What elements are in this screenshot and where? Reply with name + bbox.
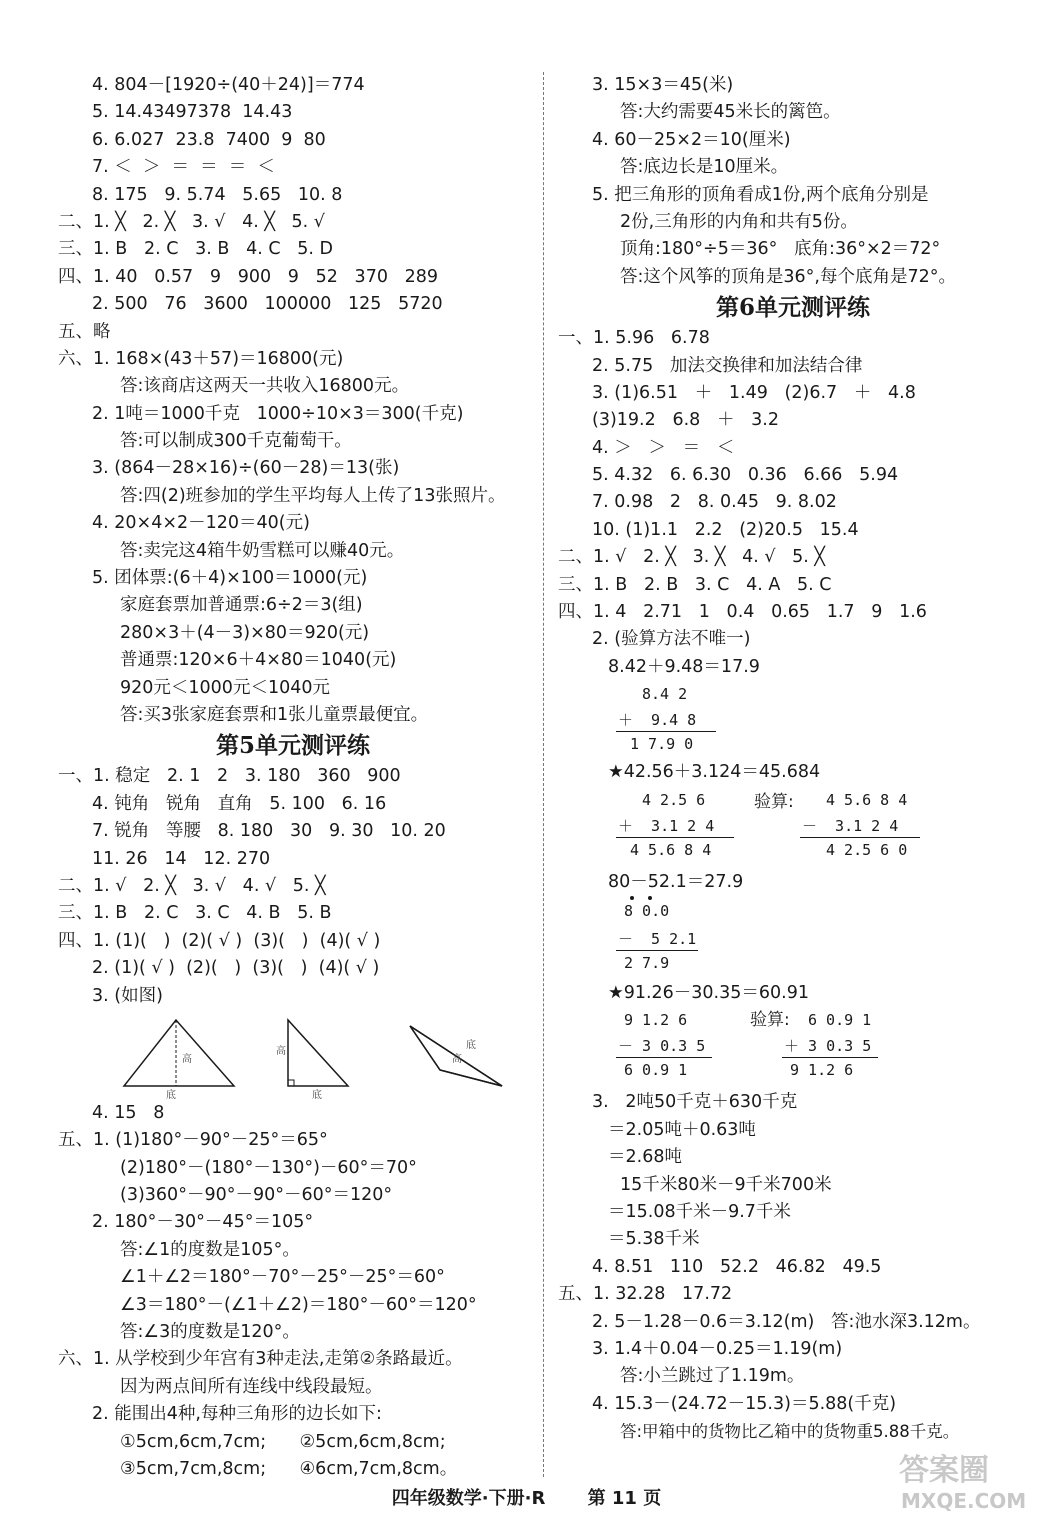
left-column <box>58 72 528 1483</box>
triangle-acute-slanted <box>410 1026 502 1086</box>
answer-line: 答:买3张家庭套票和1张儿童票最便宜。 <box>120 704 429 725</box>
answer-line: ∠3＝180°－(∠1＋∠2)＝180°－60°＝120° <box>120 1294 477 1315</box>
triangle-height-diagram <box>58 1010 528 1100</box>
answer-line: 家庭套票加普通票:6÷2＝3(组) <box>120 595 363 616</box>
calc-rule <box>782 1057 878 1058</box>
answer-line: 4. 20×4×2－120＝40(元) <box>92 513 310 534</box>
answer-line: 五、1. (1)180°－90°－25°＝65° <box>58 1130 328 1151</box>
column-divider <box>543 72 544 1477</box>
answer-line: 2. 5.75 加法交换律和加法结合律 <box>592 355 863 376</box>
answer-line: ＝2.05吨＋0.63吨 <box>608 1119 756 1140</box>
check-label: 验算: <box>754 791 794 812</box>
answer-line: ★91.26－30.35＝60.91 <box>608 982 809 1003</box>
answer-line: (3)360°－90°－90°－60°＝120° <box>120 1185 393 1206</box>
answer-line: 答:甲箱中的货物比乙箱中的货物重5.88千克。 <box>620 1422 960 1442</box>
answer-line: 4. 8.51 110 52.2 46.82 49.5 <box>592 1256 882 1277</box>
calc-operand: ＋ 9.4 8 <box>618 711 697 730</box>
height-label: 高 <box>182 1053 192 1065</box>
calc-operand: 8.4 2 <box>642 685 688 704</box>
answer-line: 3. (864－28×16)÷(60－28)＝13(张) <box>92 458 400 479</box>
answer-line: 2. 1吨＝1000千克 1000÷10×3＝300(千克) <box>92 403 464 424</box>
answer-line: 答:这个风筝的顶角是36°,每个底角是72°。 <box>620 266 956 287</box>
answer-line: 三、1. B 2. C 3. B 4. C 5. D <box>58 239 333 260</box>
calc-result: 1 7.9 0 <box>630 735 694 754</box>
page-number: 第 11 页 <box>587 1488 662 1509</box>
answer-line: 8.42＋9.48＝17.9 <box>608 656 760 677</box>
calc-operand: － 3 0.3 5 <box>618 1037 706 1056</box>
answer-line: ∠1＋∠2＝180°－70°－25°－25°＝60° <box>120 1267 445 1288</box>
answer-line: 7. 0.98 2 8. 0.45 9. 8.02 <box>592 492 837 513</box>
answer-line: 答:四(2)班参加的学生平均每人上传了13张照片。 <box>120 485 506 506</box>
calc-rule <box>800 837 920 838</box>
base-label: 底 <box>312 1089 322 1100</box>
answer-line: 3. (1)6.51 ＋ 1.49 (2)6.7 ＋ 4.8 <box>592 382 916 403</box>
answer-line: 答:底边长是10厘米。 <box>620 157 789 178</box>
vertical-calculation <box>558 681 1028 759</box>
answer-line: 920元＜1000元＜1040元 <box>120 677 330 698</box>
answer-line: ★42.56＋3.124＝45.684 <box>608 762 821 783</box>
vertical-calculation <box>558 787 1028 869</box>
answer-line: 5. 14.43497378 14.43 <box>92 102 293 123</box>
answer-line: 3. 2吨50千克＋630千克 <box>592 1092 798 1113</box>
answer-line: 2. 500 76 3600 100000 125 5720 <box>92 294 443 315</box>
answer-line: 80－52.1＝27.9 <box>608 871 744 892</box>
height-label: 高 <box>452 1053 462 1065</box>
answer-line: 8. 175 9. 5.74 5.65 10. 8 <box>92 184 343 205</box>
answer-line: ＝15.08千米－9.7千米 <box>608 1201 791 1222</box>
answer-line: 答:可以制成300千克葡萄干。 <box>120 431 352 452</box>
answer-line: 4. 15.3－(24.72－15.3)＝5.88(千克) <box>592 1393 897 1414</box>
unit6-title: 第6单元测评练 <box>715 294 870 322</box>
answer-line: 280×3＋(4－3)×80＝920(元) <box>120 622 370 643</box>
answer-line: 四、1. 4 2.71 1 0.4 0.65 1.7 9 1.6 <box>558 602 927 623</box>
vertical-calculation <box>558 1007 1028 1089</box>
answer-line: 四、1. (1)( ) (2)( √ ) (3)( ) (4)( √ ) <box>58 930 381 951</box>
calc-result: 4 2.5 6 0 <box>826 840 908 859</box>
answer-line: 答:大约需要45米长的篱笆。 <box>620 102 841 123</box>
answer-line: 答:该商店这两天一共收入16800元。 <box>120 376 410 397</box>
right-column <box>558 72 1028 1445</box>
answer-line: 4. 804－[1920÷(40＋24)]＝774 <box>92 75 365 95</box>
answer-line: 二、1. √ 2. ╳ 3. ╳ 4. √ 5. ╳ <box>558 547 825 568</box>
triangle-right <box>276 1020 348 1100</box>
answer-line: 四、1. 40 0.57 9 900 9 52 370 289 <box>58 266 439 287</box>
answer-line: 一、1. 稳定 2. 1 2 3. 180 360 900 <box>58 766 401 787</box>
answer-line: 15千米80米－9千米700米 <box>620 1174 832 1195</box>
answer-line: 7. 锐角 等腰 8. 180 30 9. 30 10. 20 <box>92 821 446 842</box>
answer-line: 三、1. B 2. B 3. C 4. A 5. C <box>558 574 832 595</box>
watermark-logo <box>891 1446 1041 1516</box>
answer-line: 5. 团体票:(6＋4)×100＝1000(元) <box>92 568 368 589</box>
answer-line: 2. 180°－30°－45°＝105° <box>92 1212 314 1233</box>
answer-line: ＝5.38千米 <box>608 1229 700 1250</box>
unit5-title: 第5单元测评练 <box>215 732 370 760</box>
answer-line: 2. 能围出4种,每种三角形的边长如下: <box>92 1404 382 1425</box>
answer-line: 答:卖完这4箱牛奶雪糕可以赚40元。 <box>120 540 405 561</box>
answer-line: 因为两点间所有连线中线段最短。 <box>120 1376 383 1397</box>
answer-line: 答:小兰跳过了1.19m。 <box>620 1366 805 1387</box>
calc-rule <box>616 837 734 838</box>
triangle-obtuse <box>124 1020 234 1100</box>
answer-line: 4. 15 8 <box>92 1102 165 1123</box>
borrow-dot <box>630 896 634 900</box>
calc-rule <box>616 1057 712 1058</box>
answer-line: 二、1. √ 2. ╳ 3. √ 4. √ 5. ╳ <box>58 875 326 896</box>
calc-rule <box>616 950 698 951</box>
height-label: 高 <box>276 1045 286 1057</box>
calc-operand: 4 2.5 6 <box>642 790 706 809</box>
answer-line: 6. 6.027 23.8 7400 9 80 <box>92 129 326 150</box>
calc-result: 2 7.9 <box>624 953 670 972</box>
check-label: 验算: <box>750 1010 790 1031</box>
answer-line: 三、1. B 2. C 3. C 4. B 5. B <box>58 903 332 924</box>
answer-line: 五、略 <box>58 321 111 342</box>
calc-operand: － 5 2.1 <box>618 929 697 948</box>
answer-line: 4. 60－25×2＝10(厘米) <box>592 129 791 150</box>
base-label: 底 <box>466 1039 476 1051</box>
answer-line: (2)180°－(180°－130°)－60°＝70° <box>120 1157 417 1178</box>
answer-line: 10. (1)1.1 2.2 (2)20.5 15.4 <box>592 519 859 540</box>
answer-line: 11. 26 14 12. 270 <box>92 848 271 869</box>
answer-line: 2. (验算方法不唯一) <box>592 629 751 650</box>
calc-operand: ＋ 3.1 2 4 <box>618 816 715 835</box>
answer-line: 二、1. ╳ 2. ╳ 3. √ 4. ╳ 5. √ <box>58 211 325 232</box>
answer-line: 2份,三角形的内角和共有5份。 <box>620 211 858 232</box>
calc-operand: 9 1.2 6 <box>624 1011 688 1030</box>
answer-line: 答:∠1的度数是105°。 <box>120 1239 300 1260</box>
answer-line: 3. (如图) <box>92 985 163 1006</box>
vertical-calculation <box>558 896 1028 980</box>
calc-operand: 8 0.0 <box>624 901 670 920</box>
answer-line: ③5cm,7cm,8cm; ④6cm,7cm,8cm。 <box>120 1458 458 1479</box>
base-label: 底 <box>166 1089 176 1100</box>
grade-label: 四年级数学·下册·R <box>391 1488 546 1509</box>
answer-line: 7. ＜ ＞ ＝ ＝ ＝ ＜ <box>92 157 275 178</box>
answer-line: ＝2.68吨 <box>608 1147 682 1168</box>
calc-operand: 6 0.9 1 <box>808 1011 872 1030</box>
answer-line: 4. 钝角 锐角 直角 5. 100 6. 16 <box>92 793 387 814</box>
calc-result: 6 0.9 1 <box>624 1061 688 1080</box>
calc-operand: ＋ 3 0.3 5 <box>784 1037 872 1056</box>
answer-line: 五、1. 32.28 17.72 <box>558 1284 733 1305</box>
answer-line: 六、1. 从学校到少年宫有3种走法,走第②条路最近。 <box>58 1349 463 1370</box>
calc-result: 9 1.2 6 <box>790 1061 854 1080</box>
answer-line: 5. 把三角形的顶角看成1份,两个底角分别是 <box>592 184 929 205</box>
calc-operand: － 3.1 2 4 <box>802 816 899 835</box>
watermark <box>891 1446 1041 1520</box>
answer-line: 答:∠3的度数是120°。 <box>120 1322 300 1343</box>
answer-line: 3. 15×3＝45(米) <box>592 75 734 95</box>
answer-line: 顶角:180°÷5＝36° 底角:36°×2＝72° <box>620 239 941 260</box>
answer-line: 六、1. 168×(43＋57)＝16800(元) <box>58 348 344 369</box>
answer-line: 5. 4.32 6. 6.30 0.36 6.66 5.94 <box>592 465 899 486</box>
calc-rule <box>616 731 716 732</box>
answer-line: 普通票:120×6＋4×80＝1040(元) <box>120 650 397 671</box>
answer-line: ①5cm,6cm,7cm; ②5cm,6cm,8cm; <box>120 1431 446 1452</box>
answer-line: 一、1. 5.96 6.78 <box>558 328 710 349</box>
answer-line: 4. ＞ ＞ ＝ ＜ <box>592 437 735 458</box>
calc-result: 4 5.6 8 4 <box>630 840 712 859</box>
answer-line: 2. 5－1.28－0.6＝3.12(m) 答:池水深3.12m。 <box>592 1311 981 1332</box>
watermark-en: MXQE.COM <box>901 1489 1027 1513</box>
answer-line: (3)19.2 6.8 ＋ 3.2 <box>592 410 779 431</box>
calc-operand: 4 5.6 8 4 <box>826 790 908 809</box>
answer-line: 2. (1)( √ ) (2)( ) (3)( ) (4)( √ ) <box>92 958 380 979</box>
answer-line: 3. 1.4＋0.04－0.25＝1.19(m) <box>592 1338 843 1359</box>
triangle-figures <box>58 1010 528 1100</box>
watermark-cn: 答案圈 <box>899 1453 989 1488</box>
borrow-dot <box>648 896 652 900</box>
